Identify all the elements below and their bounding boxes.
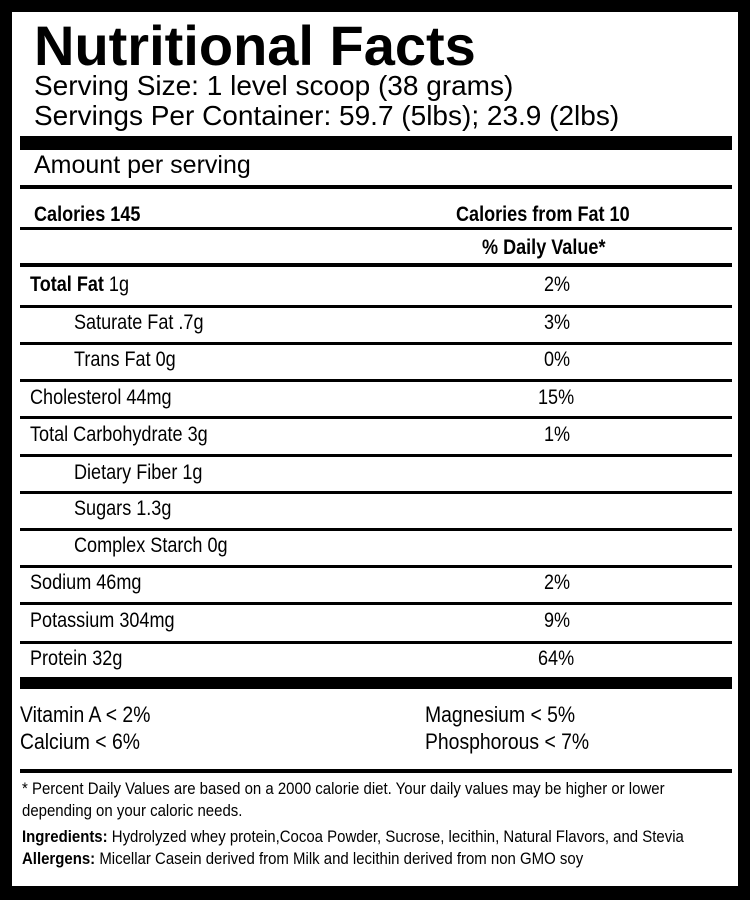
phosphorous: Phosphorous < 7% bbox=[425, 729, 590, 754]
divider bbox=[20, 454, 732, 457]
nutrient-daily-value: 2% bbox=[544, 571, 571, 594]
footnote: * Percent Daily Values are based on a 2000 calorie diet. Your daily values may be higher or lower depending on your caloric needs. bbox=[22, 779, 665, 820]
divider bbox=[20, 263, 732, 267]
nutrient-amount: Dietary Fiber 1g bbox=[74, 461, 203, 484]
nutrient-name bbox=[30, 274, 129, 295]
divider bbox=[20, 185, 732, 189]
divider bbox=[20, 769, 732, 773]
divider bbox=[20, 641, 732, 644]
nutrient-name bbox=[74, 535, 228, 556]
nutrient-daily-value: 9% bbox=[544, 609, 571, 632]
ingredients bbox=[22, 826, 717, 870]
divider bbox=[20, 565, 732, 568]
serving-size: Serving Size: 1 level scoop (38 grams) bbox=[34, 70, 514, 101]
daily-value-header: % Daily Value* bbox=[482, 236, 606, 259]
nutrition-label bbox=[12, 12, 738, 886]
ingredients-label: Ingredients: bbox=[22, 827, 108, 846]
allergens-text: Micellar Casein derived from Milk and lecithin derived from non GMO soy bbox=[95, 849, 584, 868]
servings-per-container: Servings Per Container: 59.7 (5lbs); 23.9 (2lbs) bbox=[34, 100, 620, 131]
nutrient-amount: Saturate Fat .7g bbox=[74, 311, 204, 334]
thick-divider bbox=[20, 677, 732, 689]
divider bbox=[20, 416, 732, 419]
nutrient-name bbox=[74, 498, 171, 519]
divider bbox=[20, 379, 732, 382]
nutrient-name bbox=[30, 424, 208, 445]
nutrient-daily-value: 2% bbox=[544, 273, 571, 296]
allergens-label: Allergens: bbox=[22, 849, 96, 868]
nutrient-daily-value: 3% bbox=[544, 311, 571, 334]
divider bbox=[20, 491, 732, 494]
nutrient-name bbox=[74, 349, 176, 370]
calcium: Calcium < 6% bbox=[20, 729, 140, 754]
nutrient-amount: Potassium 304mg bbox=[30, 609, 175, 632]
nutrient-name bbox=[74, 312, 204, 333]
nutrient-amount: Total Carbohydrate 3g bbox=[30, 423, 208, 446]
thick-divider bbox=[20, 136, 732, 150]
divider bbox=[20, 602, 732, 605]
magnesium: Magnesium < 5% bbox=[425, 702, 576, 727]
nutrient-amount: Sodium 46mg bbox=[30, 571, 142, 594]
nutrient-amount: Sugars 1.3g bbox=[74, 497, 172, 520]
nutrient-name bbox=[30, 572, 141, 593]
nutrient-daily-value: 15% bbox=[538, 386, 575, 409]
divider bbox=[20, 305, 732, 308]
divider bbox=[20, 528, 732, 531]
divider bbox=[20, 342, 732, 345]
nutrient-amount: Protein 32g bbox=[30, 647, 123, 670]
nutrient-daily-value: 0% bbox=[544, 348, 571, 371]
calories-from-fat: Calories from Fat 10 bbox=[456, 203, 630, 226]
nutrient-name bbox=[74, 462, 202, 483]
nutrient-amount: 1g bbox=[103, 273, 130, 296]
nutrient-name bbox=[30, 610, 175, 631]
calories: Calories 145 bbox=[34, 203, 141, 226]
nutrient-amount: Trans Fat 0g bbox=[74, 348, 176, 371]
nutrient-daily-value: 1% bbox=[544, 423, 571, 446]
ingredients-text: Hydrolyzed whey protein,Cocoa Powder, Sucrose, lecithin, Natural Flavors, and Stevia bbox=[107, 827, 684, 846]
nutrient-bold-name: Total Fat bbox=[30, 273, 104, 296]
label-title: Nutritional Facts bbox=[34, 14, 476, 77]
divider bbox=[20, 227, 732, 230]
nutrient-daily-value: 64% bbox=[538, 647, 575, 670]
nutrient-name bbox=[30, 648, 122, 669]
amount-per-serving: Amount per serving bbox=[34, 151, 251, 179]
nutrient-amount: Complex Starch 0g bbox=[74, 534, 228, 557]
nutrient-name bbox=[30, 387, 172, 408]
vitamin-a: Vitamin A < 2% bbox=[20, 702, 151, 727]
nutrient-amount: Cholesterol 44mg bbox=[30, 386, 172, 409]
